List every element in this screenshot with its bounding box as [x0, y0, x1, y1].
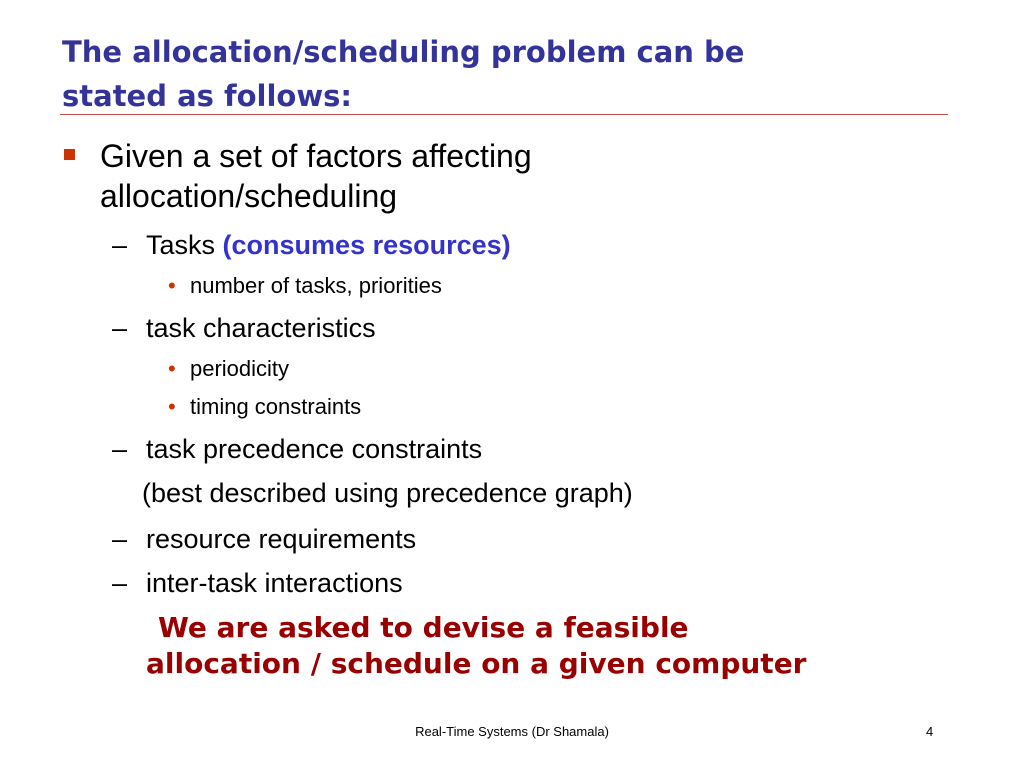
title-divider: [60, 114, 948, 115]
dot-bullet-icon: •: [168, 394, 176, 419]
conclusion-line1: We are asked to devise a feasible: [158, 611, 689, 644]
item-characteristics: [112, 311, 376, 345]
square-bullet-icon: [64, 149, 75, 160]
dash-icon: –: [112, 230, 128, 260]
item-precedence: [112, 432, 482, 466]
dot-bullet-icon: •: [168, 273, 176, 298]
item-resources: [112, 522, 416, 556]
conclusion-line2: allocation / schedule on a given computer: [146, 647, 807, 680]
conclusion-text: [146, 610, 1006, 682]
item-timing-text: timing constraints: [190, 394, 362, 419]
item-tasks: [112, 228, 511, 262]
item-timing: [168, 393, 361, 421]
slide-title-line2: stated as follows:: [62, 79, 352, 113]
item-precedence-note: (best described using precedence graph): [142, 478, 633, 508]
dash-icon: –: [112, 434, 128, 464]
item-interactions-label: inter-task interactions: [146, 568, 403, 598]
slide-title: [62, 30, 962, 118]
dash-icon: –: [112, 313, 128, 343]
main-bullet-line1: Given a set of factors affecting: [100, 138, 532, 174]
item-precedence-label: task precedence constraints: [146, 434, 483, 464]
item-resources-label: resource requirements: [146, 524, 417, 554]
slide-title-line1: The allocation/scheduling problem can be: [62, 35, 745, 69]
page-number: 4: [926, 724, 934, 739]
item-tasks-highlight: (consumes resources): [222, 230, 511, 260]
item-periodicity: [168, 355, 289, 383]
footer-text: Real-Time Systems (Dr Shamala): [415, 724, 609, 739]
dash-icon: –: [112, 568, 128, 598]
item-interactions: [112, 566, 403, 600]
item-tasks-sub-text: number of tasks, priorities: [190, 273, 442, 298]
dash-icon: –: [112, 524, 128, 554]
item-periodicity-text: periodicity: [190, 356, 290, 381]
main-bullet-text: [100, 136, 940, 216]
main-bullet-line2: allocation/scheduling: [100, 178, 398, 214]
item-tasks-label: Tasks: [146, 230, 216, 260]
dot-bullet-icon: •: [168, 356, 176, 381]
item-characteristics-label: task characteristics: [146, 313, 376, 343]
item-tasks-sub: [168, 272, 442, 300]
